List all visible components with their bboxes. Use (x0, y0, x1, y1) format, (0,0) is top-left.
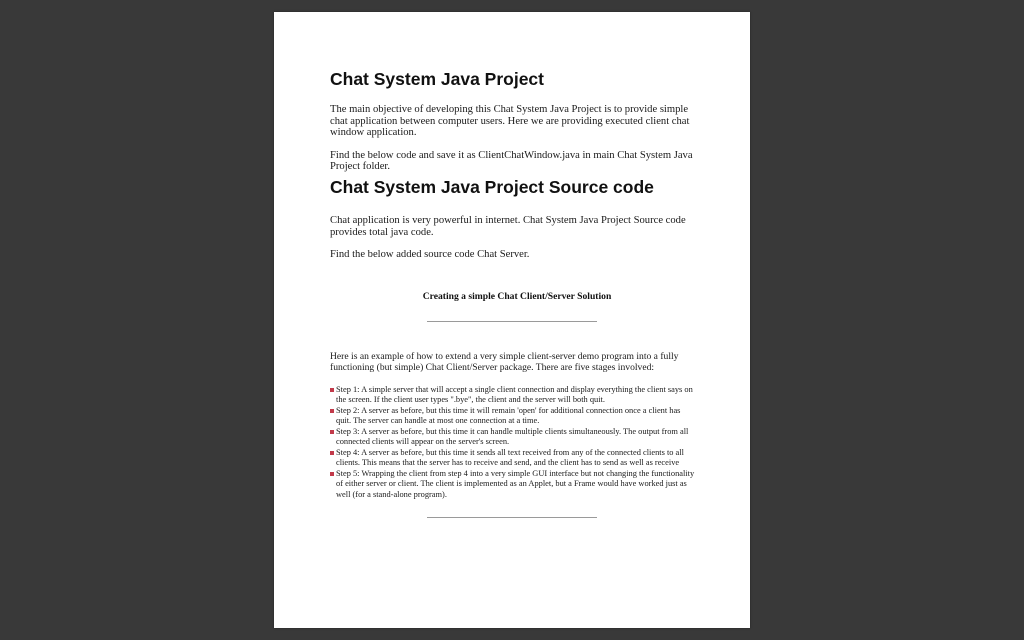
list-item (330, 448, 696, 469)
chat-application-paragraph: Chat application is very powerful in internet. Chat System Java Project Source code provides total java code. (330, 214, 686, 238)
find-source-paragraph: Find the below added source code Chat Server. (330, 249, 530, 261)
list-item (330, 469, 696, 501)
document-page (274, 12, 750, 628)
steps-list (330, 385, 696, 501)
step-text: Step 1: A simple server that will accept a single client connection and display everything the client says on the screen. If the client user types ".bye", the client and the server will both quit. (336, 384, 693, 405)
step-text: Step 3: A server as before, but this time it can handle multiple clients simultaneously. The output from all connected clients will appear on the server's screen. (336, 426, 689, 447)
list-item (330, 406, 696, 427)
intro-paragraph: The main objective of developing this Chat System Java Project is to provide simple chat application between computer users. Here we are providing executed client chat window application. (330, 104, 690, 139)
page-title: Chat System Java Project (330, 69, 544, 89)
step-text: Step 2: A server as before, but this time it will remain 'open' for additional connection once a client has quit. The server can handle at most one connection at a time. (336, 405, 681, 426)
bullet-icon (330, 409, 334, 413)
divider-line (427, 321, 597, 322)
bullet-icon (330, 430, 334, 434)
page-content (330, 68, 696, 518)
example-intro-paragraph: Here is an example of how to extend a very simple client-server demo program into a fully functioning (but simple) Chat Client/Server package. There are five stages involved: (330, 350, 679, 374)
list-item (330, 427, 696, 448)
subheading: Creating a simple Chat Client/Server Solution (422, 290, 612, 302)
step-text: Step 4: A server as before, but this time it sends all text received from any of the connected clients to all clients. This means that the server has to receive and send, and the client has to send as well as receive (336, 447, 684, 468)
list-item (330, 385, 696, 406)
bullet-icon (330, 472, 334, 476)
bottom-divider-line (427, 517, 597, 518)
step-text: Step 5: Wrapping the client from step 4 into a very simple GUI interface but not changing the functionality of either server or client. The client is implemented as an Applet, but a Frame would have worked just as well (for a stand-alone program). (336, 468, 695, 499)
bullet-icon (330, 388, 334, 392)
source-code-heading: Chat System Java Project Source code (330, 176, 654, 197)
bullet-icon (330, 451, 334, 455)
save-note-paragraph: Find the below code and save it as ClientChatWindow.java in main Chat System Java Project folder. (330, 149, 693, 173)
